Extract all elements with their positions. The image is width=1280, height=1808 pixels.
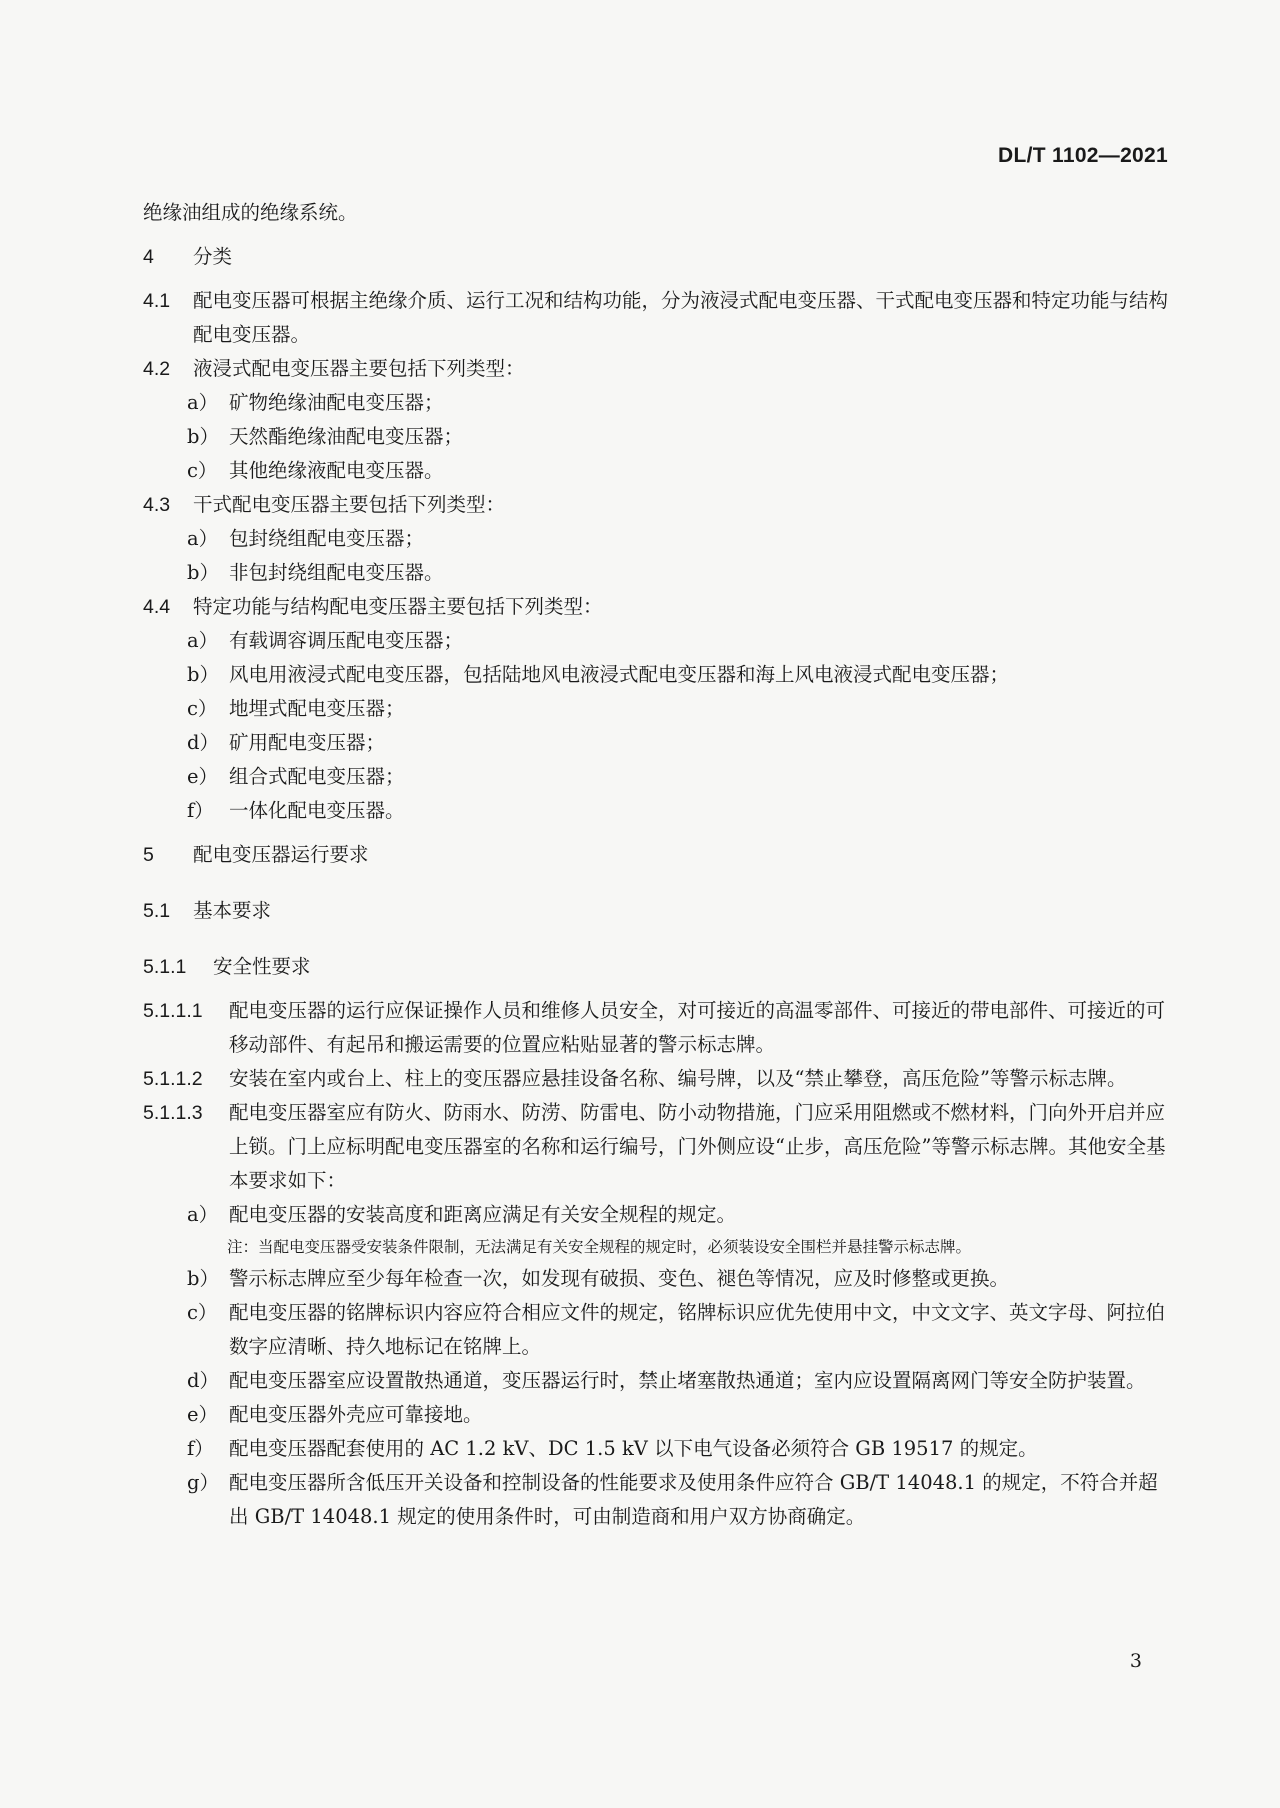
clause-4-1 [143, 284, 1168, 352]
section-number: 5 [143, 844, 154, 866]
clause-4-3 [143, 488, 1168, 522]
list-label: a） [187, 391, 219, 414]
list-item [143, 1198, 1168, 1232]
section-number: 4 [143, 246, 154, 268]
list-text: 组合式配电变压器； [229, 765, 405, 788]
list-item [143, 386, 1168, 420]
list-label: a） [187, 1203, 219, 1226]
section-title: 分类 [193, 245, 233, 268]
list-text: 地埋式配电变压器； [229, 697, 405, 720]
list-text: 其他绝缘液配电变压器。 [229, 459, 444, 482]
section-title: 配电变压器运行要求 [193, 843, 369, 866]
list-label: d） [187, 1369, 219, 1392]
list-text: 配电变压器室应设置散热通道，变压器运行时，禁止堵塞散热通道；室内应设置隔离网门等安全防护装置。 [229, 1369, 1146, 1392]
list-label: e） [187, 1403, 219, 1426]
list-item [143, 1364, 1168, 1398]
clause-5-1-1-2 [143, 1062, 1168, 1096]
list-label: a） [187, 527, 219, 550]
section-title: 基本要求 [193, 899, 272, 922]
clause-text: 特定功能与结构配电变压器主要包括下列类型： [193, 595, 603, 618]
section-number: 5.1 [143, 900, 171, 922]
list-item [143, 1262, 1168, 1296]
continuation-line: 绝缘油组成的绝缘系统。 [143, 201, 358, 224]
list-text: 天然酯绝缘油配电变压器； [229, 425, 464, 448]
list-item [143, 794, 1168, 828]
clause-number: 5.1.1.2 [143, 1068, 203, 1090]
list-text: 非包封绕组配电变压器。 [229, 561, 444, 584]
clause-number: 4.2 [143, 358, 171, 380]
list-text: 矿物绝缘油配电变压器； [229, 391, 444, 414]
clause-4-2 [143, 352, 1168, 386]
clause-text: 安装在室内或台上、柱上的变压器应悬挂设备名称、编号牌，以及“禁止攀登，高压危险”等警示标志牌。 [229, 1067, 1127, 1090]
clause-5-1-1-1 [143, 994, 1168, 1062]
clause-text: 液浸式配电变压器主要包括下列类型： [193, 357, 525, 380]
section-5-1-heading [143, 894, 1168, 928]
list-item [143, 658, 1168, 692]
clause-number: 4.4 [143, 596, 171, 618]
page-content [143, 196, 1168, 1534]
list-label: g） [187, 1471, 219, 1494]
list-label: b） [187, 1267, 219, 1290]
list-label: b） [187, 561, 219, 584]
clause-number: 4.1 [143, 290, 171, 312]
list-item [143, 1398, 1168, 1432]
list-label: b） [187, 663, 219, 686]
list-item [143, 1432, 1168, 1466]
page-number: 3 [1129, 1650, 1142, 1672]
list-item [143, 1466, 1168, 1534]
clause-4-4 [143, 590, 1168, 624]
list-text: 有载调容调压配电变压器； [229, 629, 464, 652]
section-5-heading [143, 838, 1168, 872]
section-4-heading [143, 240, 1168, 274]
list-item [143, 760, 1168, 794]
list-item [143, 420, 1168, 454]
list-text: 配电变压器外壳应可靠接地。 [229, 1403, 483, 1426]
list-text: 矿用配电变压器； [229, 731, 386, 754]
list-label: c） [187, 697, 218, 720]
list-text: 配电变压器的安装高度和距离应满足有关安全规程的规定。 [229, 1203, 737, 1226]
section-number: 5.1.1 [143, 956, 187, 978]
clause-5-1-1-3 [143, 1096, 1168, 1198]
list-item [143, 556, 1168, 590]
clause-text: 配电变压器室应有防火、防雨水、防涝、防雷电、防小动物措施，门应采用阻燃或不燃材料，门向外开启并应上锁。门上应标明配电变压器室的名称和运行编号，门外侧应设“止步，高压危险”等警示标志牌。其他安全基本要求如下： [229, 1101, 1166, 1192]
clause-text: 配电变压器可根据主绝缘介质、运行工况和结构功能，分为液浸式配电变压器、干式配电变压器和特定功能与结构配电变压器。 [193, 289, 1169, 346]
list-label: e） [187, 765, 219, 788]
list-text: 一体化配电变压器。 [229, 799, 405, 822]
list-item [143, 454, 1168, 488]
list-label: d） [187, 731, 219, 754]
list-item [143, 522, 1168, 556]
list-text: 包封绕组配电变压器； [229, 527, 425, 550]
list-label: a） [187, 629, 219, 652]
clause-number: 4.3 [143, 494, 171, 516]
clause-text: 配电变压器的运行应保证操作人员和维修人员安全，对可接近的高温零部件、可接近的带电部件、可接近的可移动部件、有起吊和搬运需要的位置应粘贴显著的警示标志牌。 [229, 999, 1166, 1056]
list-item [143, 692, 1168, 726]
clause-text: 干式配电变压器主要包括下列类型： [193, 493, 506, 516]
list-label: b） [187, 425, 219, 448]
list-item [143, 726, 1168, 760]
list-text: 配电变压器配套使用的 AC 1.2 kV、DC 1.5 kV 以下电气设备必须符合 GB 19517 的规定。 [229, 1437, 1038, 1460]
list-text: 配电变压器所含低压开关设备和控制设备的性能要求及使用条件应符合 GB/T 14048.1 的规定，不符合并超出 GB/T 14048.1 规定的使用条件时，可由制造商和用户双方协商确定。 [229, 1471, 1158, 1528]
note-text: 注：当配电变压器受安装条件限制，无法满足有关安全规程的规定时，必须装设安全围栏并悬挂警示标志牌。 [227, 1238, 972, 1256]
clause-number: 5.1.1.3 [143, 1102, 203, 1124]
list-label: f） [187, 799, 214, 822]
document-number: DL/T 1102—2021 [998, 144, 1168, 167]
list-item [143, 624, 1168, 658]
section-5-1-1-heading [143, 950, 1168, 984]
list-label: c） [187, 1301, 218, 1324]
list-text: 配电变压器的铭牌标识内容应符合相应文件的规定，铭牌标识应优先使用中文，中文文字、英文字母、阿拉伯数字应清晰、持久地标记在铭牌上。 [229, 1301, 1166, 1358]
clause-number: 5.1.1.1 [143, 1000, 203, 1022]
list-text: 警示标志牌应至少每年检查一次，如发现有破损、变色、褪色等情况，应及时修整或更换。 [229, 1267, 1010, 1290]
list-text: 风电用液浸式配电变压器，包括陆地风电液浸式配电变压器和海上风电液浸式配电变压器； [229, 663, 1010, 686]
list-label: f） [187, 1437, 214, 1460]
list-label: c） [187, 459, 218, 482]
list-item [143, 1296, 1168, 1364]
section-title: 安全性要求 [213, 955, 311, 978]
